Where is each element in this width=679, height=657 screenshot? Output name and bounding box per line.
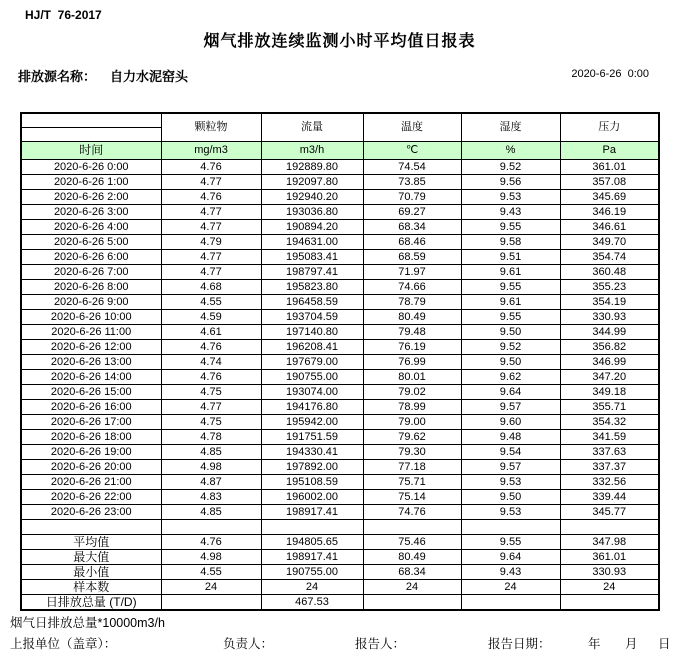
hourly-row <box>21 250 659 265</box>
temperature-cell: 68.46 <box>363 235 461 250</box>
temperature-cell: 69.27 <box>363 205 461 220</box>
pressure-cell: 360.48 <box>560 265 659 280</box>
humidity-cell: 9.61 <box>461 295 560 310</box>
emission-total-footnote: 烟气日排放总量*10000m3/h <box>10 616 165 630</box>
summary-humidity-cell: 24 <box>461 580 560 595</box>
pressure-cell: 332.56 <box>560 475 659 490</box>
humidity-cell: 9.55 <box>461 220 560 235</box>
temperature-cell: 74.76 <box>363 505 461 520</box>
summary-row <box>21 550 659 565</box>
reporter-label: 报告人： <box>355 637 406 651</box>
signature-row <box>0 634 679 650</box>
spacer-row <box>21 520 659 535</box>
humidity-cell: 9.53 <box>461 190 560 205</box>
pressure-cell: 346.99 <box>560 355 659 370</box>
summary-temperature-cell: 68.34 <box>363 565 461 580</box>
humidity-cell: 9.48 <box>461 430 560 445</box>
particulate-cell: 4.59 <box>161 310 261 325</box>
flow-cell: 192097.80 <box>261 175 363 190</box>
humidity-cell: 9.51 <box>461 250 560 265</box>
humidity-cell: 9.50 <box>461 355 560 370</box>
time-cell: 2020-6-26 5:00 <box>21 235 161 250</box>
humidity-cell: 9.60 <box>461 415 560 430</box>
time-cell: 2020-6-26 20:00 <box>21 460 161 475</box>
time-cell: 2020-6-26 14:00 <box>21 370 161 385</box>
hourly-row <box>21 460 659 475</box>
hourly-row <box>21 400 659 415</box>
summary-rows <box>21 535 659 611</box>
flow-cell: 190894.20 <box>261 220 363 235</box>
time-cell: 2020-6-26 9:00 <box>21 295 161 310</box>
time-header-top-cell <box>21 113 161 128</box>
time-cell: 2020-6-26 4:00 <box>21 220 161 235</box>
column-header-flow: 流量 <box>261 113 363 142</box>
time-cell: 2020-6-26 18:00 <box>21 430 161 445</box>
temperature-cell: 79.48 <box>363 325 461 340</box>
hourly-row <box>21 190 659 205</box>
particulate-cell: 4.75 <box>161 385 261 400</box>
pressure-cell: 354.74 <box>560 250 659 265</box>
flow-cell: 191751.59 <box>261 430 363 445</box>
temperature-cell: 76.19 <box>363 340 461 355</box>
summary-label-cell: 最小值 <box>21 565 161 580</box>
summary-humidity-cell: 9.43 <box>461 565 560 580</box>
particulate-cell: 4.75 <box>161 415 261 430</box>
summary-flow-cell: 467.53 <box>261 595 363 611</box>
temperature-cell: 75.14 <box>363 490 461 505</box>
unit-header-pressure: Pa <box>560 142 659 160</box>
temperature-cell: 74.66 <box>363 280 461 295</box>
summary-particulate-cell: 4.98 <box>161 550 261 565</box>
humidity-cell: 9.50 <box>461 490 560 505</box>
pressure-cell: 345.77 <box>560 505 659 520</box>
summary-label-cell: 日排放总量 (T/D) <box>21 595 161 611</box>
summary-pressure-cell: 347.98 <box>560 535 659 550</box>
particulate-cell: 4.77 <box>161 250 261 265</box>
humidity-cell: 9.58 <box>461 235 560 250</box>
summary-flow-cell: 190755.00 <box>261 565 363 580</box>
particulate-cell: 4.87 <box>161 475 261 490</box>
pressure-cell: 344.99 <box>560 325 659 340</box>
pressure-cell: 357.08 <box>560 175 659 190</box>
spacer-section <box>21 520 659 535</box>
pressure-cell: 346.19 <box>560 205 659 220</box>
hourly-row <box>21 505 659 520</box>
unit-header-flow: m3/h <box>261 142 363 160</box>
hourly-row <box>21 430 659 445</box>
time-header-bottom-cell <box>21 128 161 142</box>
flow-cell: 193036.80 <box>261 205 363 220</box>
time-cell: 2020-6-26 13:00 <box>21 355 161 370</box>
hourly-row <box>21 490 659 505</box>
pressure-cell: 349.70 <box>560 235 659 250</box>
pressure-cell: 330.93 <box>560 310 659 325</box>
particulate-cell: 4.85 <box>161 505 261 520</box>
pressure-cell: 337.63 <box>560 445 659 460</box>
temperature-cell: 79.62 <box>363 430 461 445</box>
hourly-row <box>21 205 659 220</box>
humidity-cell: 9.55 <box>461 280 560 295</box>
pressure-cell: 339.44 <box>560 490 659 505</box>
particulate-cell: 4.76 <box>161 370 261 385</box>
pressure-cell: 345.69 <box>560 190 659 205</box>
flow-cell: 196002.00 <box>261 490 363 505</box>
particulate-cell: 4.74 <box>161 355 261 370</box>
summary-temperature-cell: 75.46 <box>363 535 461 550</box>
pressure-cell: 355.23 <box>560 280 659 295</box>
day-label: 日 <box>658 637 671 651</box>
standard-code: HJ/T 76-2017 <box>25 8 102 22</box>
temperature-cell: 79.02 <box>363 385 461 400</box>
time-cell: 2020-6-26 19:00 <box>21 445 161 460</box>
particulate-cell: 4.77 <box>161 205 261 220</box>
summary-particulate-cell: 24 <box>161 580 261 595</box>
report-title: 烟气排放连续监测小时平均值日报表 <box>203 33 476 50</box>
flow-cell: 192940.20 <box>261 190 363 205</box>
summary-particulate-cell <box>161 595 261 611</box>
flow-cell: 197679.00 <box>261 355 363 370</box>
particulate-cell: 4.77 <box>161 220 261 235</box>
time-cell: 2020-6-26 7:00 <box>21 265 161 280</box>
humidity-cell: 9.61 <box>461 265 560 280</box>
particulate-cell: 4.68 <box>161 280 261 295</box>
temperature-cell: 79.30 <box>363 445 461 460</box>
hourly-row <box>21 220 659 235</box>
report-unit-label: 上报单位（盖章）： <box>10 637 117 651</box>
temperature-cell: 74.54 <box>363 160 461 175</box>
summary-pressure-cell: 330.93 <box>560 565 659 580</box>
humidity-cell: 9.57 <box>461 460 560 475</box>
hourly-row <box>21 385 659 400</box>
summary-row <box>21 595 659 611</box>
hourly-row <box>21 310 659 325</box>
humidity-cell: 9.56 <box>461 175 560 190</box>
humidity-cell: 9.62 <box>461 370 560 385</box>
temperature-cell: 68.59 <box>363 250 461 265</box>
summary-temperature-cell <box>363 595 461 611</box>
hourly-row <box>21 325 659 340</box>
summary-row <box>21 535 659 550</box>
pressure-cell: 361.01 <box>560 160 659 175</box>
hourly-row <box>21 175 659 190</box>
particulate-cell: 4.85 <box>161 445 261 460</box>
time-cell: 2020-6-26 6:00 <box>21 250 161 265</box>
temperature-cell: 73.85 <box>363 175 461 190</box>
time-cell: 2020-6-26 12:00 <box>21 340 161 355</box>
month-label: 月 <box>625 637 638 651</box>
summary-humidity-cell: 9.64 <box>461 550 560 565</box>
flow-cell: 195942.00 <box>261 415 363 430</box>
summary-temperature-cell: 24 <box>363 580 461 595</box>
year-label: 年 <box>588 637 601 651</box>
temperature-cell: 76.99 <box>363 355 461 370</box>
flow-cell: 198917.41 <box>261 505 363 520</box>
temperature-cell: 78.99 <box>363 400 461 415</box>
time-cell: 2020-6-26 23:00 <box>21 505 161 520</box>
hourly-row <box>21 475 659 490</box>
hourly-row <box>21 370 659 385</box>
particulate-cell: 4.79 <box>161 235 261 250</box>
summary-humidity-cell: 9.55 <box>461 535 560 550</box>
temperature-cell: 77.18 <box>363 460 461 475</box>
summary-flow-cell: 198917.41 <box>261 550 363 565</box>
temperature-cell: 70.79 <box>363 190 461 205</box>
particulate-cell: 4.77 <box>161 265 261 280</box>
summary-flow-cell: 24 <box>261 580 363 595</box>
report-date-label: 报告日期： <box>488 637 551 651</box>
particulate-cell: 4.77 <box>161 400 261 415</box>
summary-pressure-cell <box>560 595 659 611</box>
flow-cell: 198797.41 <box>261 265 363 280</box>
hourly-row <box>21 160 659 175</box>
humidity-cell: 9.57 <box>461 400 560 415</box>
humidity-cell: 9.54 <box>461 445 560 460</box>
flow-cell: 192889.80 <box>261 160 363 175</box>
particulate-cell: 4.76 <box>161 160 261 175</box>
summary-particulate-cell: 4.55 <box>161 565 261 580</box>
time-cell: 2020-6-26 11:00 <box>21 325 161 340</box>
summary-temperature-cell: 80.49 <box>363 550 461 565</box>
summary-particulate-cell: 4.76 <box>161 535 261 550</box>
time-cell: 2020-6-26 17:00 <box>21 415 161 430</box>
flow-cell: 194176.80 <box>261 400 363 415</box>
time-cell: 2020-6-26 15:00 <box>21 385 161 400</box>
unit-header-particulate: mg/m3 <box>161 142 261 160</box>
temperature-cell: 80.01 <box>363 370 461 385</box>
temperature-cell: 80.49 <box>363 310 461 325</box>
temperature-cell: 68.34 <box>363 220 461 235</box>
column-header-humidity: 湿度 <box>461 113 560 142</box>
time-cell: 2020-6-26 1:00 <box>21 175 161 190</box>
flow-cell: 194631.00 <box>261 235 363 250</box>
particulate-cell: 4.61 <box>161 325 261 340</box>
hourly-row <box>21 445 659 460</box>
pressure-cell: 355.71 <box>560 400 659 415</box>
pressure-cell: 341.59 <box>560 430 659 445</box>
time-cell: 2020-6-26 10:00 <box>21 310 161 325</box>
particulate-cell: 4.78 <box>161 430 261 445</box>
unit-header-humidity: % <box>461 142 560 160</box>
time-cell: 2020-6-26 3:00 <box>21 205 161 220</box>
summary-pressure-cell: 24 <box>560 580 659 595</box>
time-cell: 2020-6-26 2:00 <box>21 190 161 205</box>
emission-source-row <box>18 66 188 85</box>
flow-cell: 193704.59 <box>261 310 363 325</box>
time-cell: 2020-6-26 22:00 <box>21 490 161 505</box>
summary-row <box>21 565 659 580</box>
hourly-row <box>21 235 659 250</box>
summary-humidity-cell <box>461 595 560 611</box>
report-datetime: 2020-6-26 0:00 <box>571 68 649 80</box>
hourly-row <box>21 295 659 310</box>
flow-cell: 195823.80 <box>261 280 363 295</box>
hourly-row <box>21 355 659 370</box>
hourly-row <box>21 340 659 355</box>
particulate-cell: 4.77 <box>161 175 261 190</box>
flow-cell: 194330.41 <box>261 445 363 460</box>
humidity-cell: 9.64 <box>461 385 560 400</box>
humidity-cell: 9.52 <box>461 340 560 355</box>
flow-cell: 197892.00 <box>261 460 363 475</box>
pressure-cell: 349.18 <box>560 385 659 400</box>
hourly-row <box>21 415 659 430</box>
humidity-cell: 9.43 <box>461 205 560 220</box>
time-cell: 2020-6-26 21:00 <box>21 475 161 490</box>
flow-cell: 196458.59 <box>261 295 363 310</box>
time-cell: 2020-6-26 0:00 <box>21 160 161 175</box>
flow-cell: 197140.80 <box>261 325 363 340</box>
hourly-row <box>21 280 659 295</box>
humidity-cell: 9.52 <box>461 160 560 175</box>
source-name-label: 排放源名称： <box>18 69 97 84</box>
pressure-cell: 356.82 <box>560 340 659 355</box>
temperature-cell: 79.00 <box>363 415 461 430</box>
monitoring-table <box>20 112 660 611</box>
humidity-cell: 9.50 <box>461 325 560 340</box>
pressure-cell: 354.19 <box>560 295 659 310</box>
time-cell: 2020-6-26 8:00 <box>21 280 161 295</box>
column-header-particulate: 颗粒物 <box>161 113 261 142</box>
humidity-cell: 9.55 <box>461 310 560 325</box>
table-header <box>21 113 659 160</box>
hourly-rows <box>21 160 659 520</box>
summary-label-cell: 平均值 <box>21 535 161 550</box>
particulate-cell: 4.76 <box>161 340 261 355</box>
summary-label-cell: 样本数 <box>21 580 161 595</box>
pressure-cell: 337.37 <box>560 460 659 475</box>
flow-cell: 193074.00 <box>261 385 363 400</box>
flow-cell: 195108.59 <box>261 475 363 490</box>
summary-pressure-cell: 361.01 <box>560 550 659 565</box>
particulate-cell: 4.83 <box>161 490 261 505</box>
column-header-temperature: 温度 <box>363 113 461 142</box>
unit-header-temperature: ℃ <box>363 142 461 160</box>
humidity-cell: 9.53 <box>461 475 560 490</box>
responsible-person-label: 负责人： <box>223 637 274 651</box>
particulate-cell: 4.76 <box>161 190 261 205</box>
temperature-cell: 71.97 <box>363 265 461 280</box>
particulate-cell: 4.98 <box>161 460 261 475</box>
humidity-cell: 9.53 <box>461 505 560 520</box>
pressure-cell: 347.20 <box>560 370 659 385</box>
flow-cell: 190755.00 <box>261 370 363 385</box>
pressure-cell: 346.61 <box>560 220 659 235</box>
column-header-pressure: 压力 <box>560 113 659 142</box>
summary-row <box>21 580 659 595</box>
particulate-cell: 4.55 <box>161 295 261 310</box>
time-column-header: 时间 <box>21 142 161 160</box>
hourly-row <box>21 265 659 280</box>
time-cell: 2020-6-26 16:00 <box>21 400 161 415</box>
temperature-cell: 78.79 <box>363 295 461 310</box>
pressure-cell: 354.32 <box>560 415 659 430</box>
temperature-cell: 75.71 <box>363 475 461 490</box>
summary-flow-cell: 194805.65 <box>261 535 363 550</box>
flow-cell: 196208.41 <box>261 340 363 355</box>
flow-cell: 195083.41 <box>261 250 363 265</box>
summary-label-cell: 最大值 <box>21 550 161 565</box>
source-name-value: 自力水泥窑头 <box>110 69 189 84</box>
